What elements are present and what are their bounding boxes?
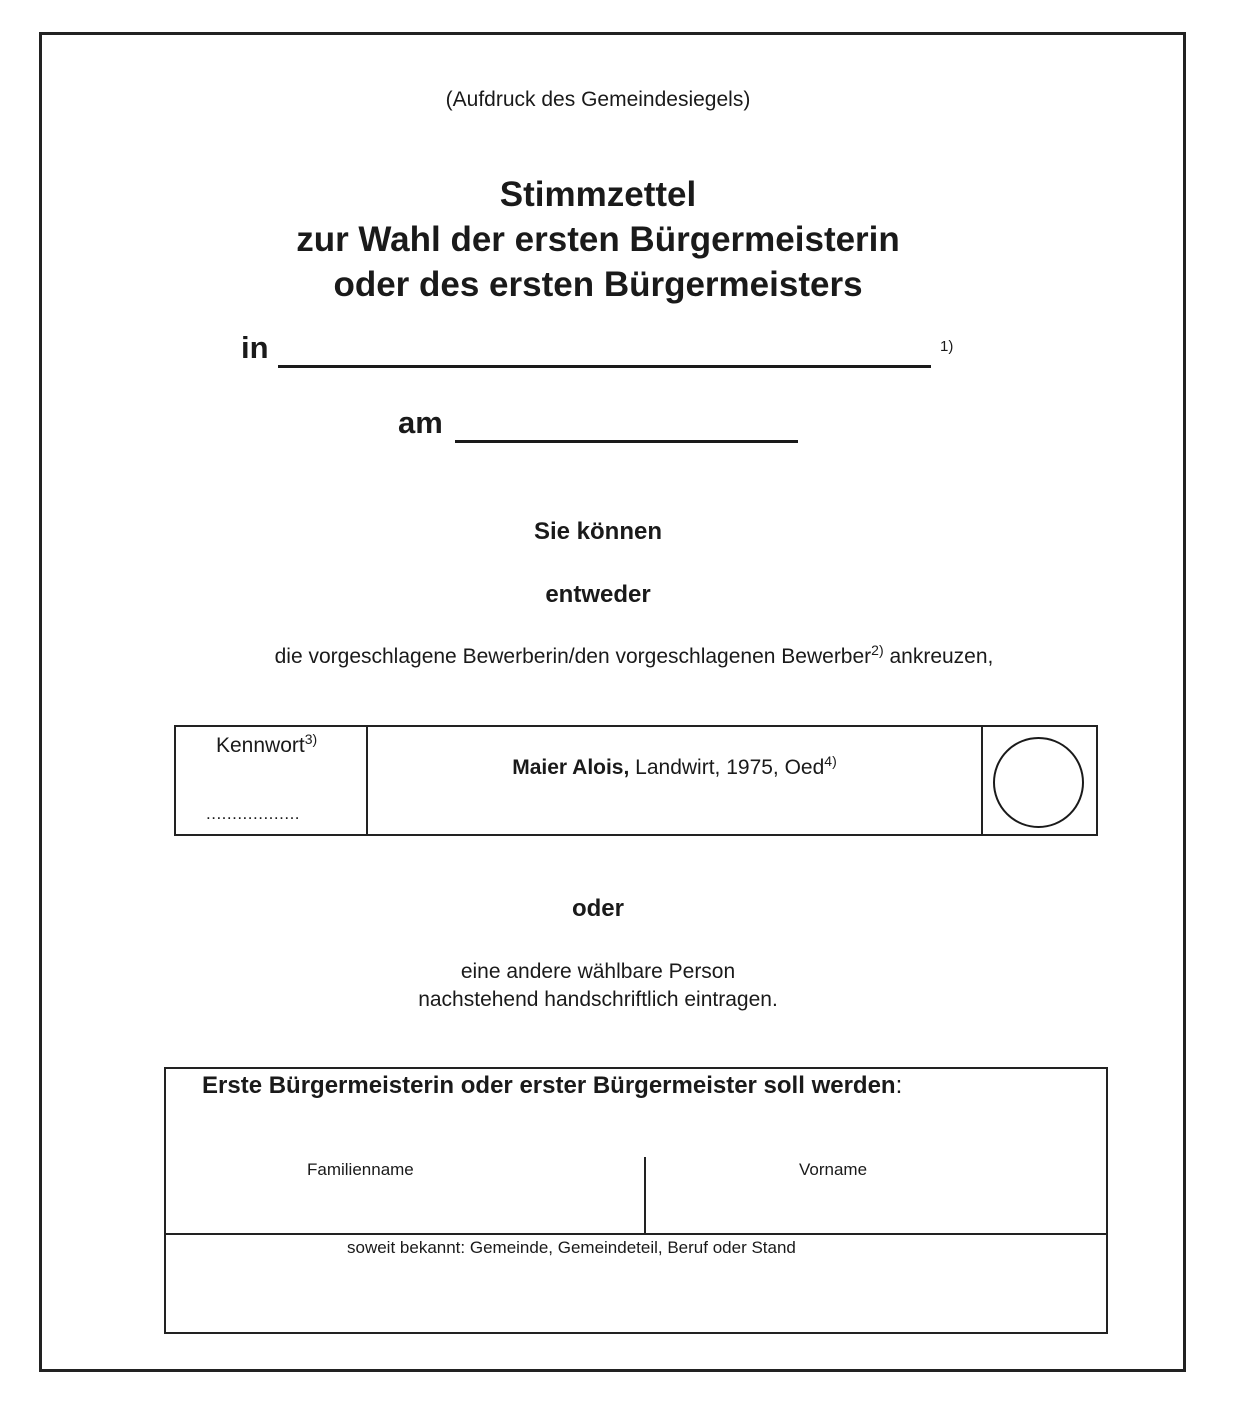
instruction-intro: Sie können [533, 518, 663, 545]
extra-info-label: soweit bekannt: Gemeinde, Gemeindeteil, Beruf oder Stand [347, 1238, 796, 1257]
ballot-title [298, 172, 898, 307]
candidate-name: Maier Alois, [512, 756, 630, 779]
kennwort-label [216, 731, 318, 758]
instruction-or: oder [571, 895, 624, 922]
kennwort-text: Kennwort [216, 734, 305, 757]
instruction-option1 [17, 642, 1234, 669]
instruction-option2 [298, 958, 898, 1014]
instruction-either: entweder [545, 581, 651, 608]
option1-text: die vorgeschlagene Bewerberin/den vorgeschlagenen Bewerber [274, 645, 872, 668]
firstname-label: Vorname [799, 1160, 868, 1179]
seal-note: (Aufdruck des Gemeindesiegels) [445, 88, 751, 111]
title-line-2: zur Wahl der ersten Bürgermeisterin [296, 220, 900, 259]
candidate-divider-right [981, 725, 983, 836]
surname-label: Familienname [307, 1160, 414, 1179]
option2-line-2: nachstehend handschriftlich eintragen. [418, 988, 778, 1011]
kennwort-footnote: 3) [304, 731, 318, 747]
date-label: am [398, 405, 443, 440]
candidate-entry [368, 753, 981, 780]
option1-end: ankreuzen, [889, 645, 994, 668]
title-line-3: oder des ersten Bürgermeisters [333, 265, 863, 304]
title-line-1: Stimmzettel [499, 175, 697, 214]
write-in-heading [202, 1072, 902, 1100]
option2-line-1: eine andere wählbare Person [460, 960, 736, 983]
date-field[interactable] [455, 410, 798, 443]
location-field[interactable] [278, 334, 931, 368]
candidate-details: Landwirt, 1975, Oed [635, 756, 825, 779]
write-in-heading-colon: : [895, 1072, 903, 1099]
candidate-footnote: 4) [824, 753, 837, 769]
location-label: in [241, 330, 269, 365]
option1-footnote: 2) [871, 642, 884, 658]
location-footnote: 1) [940, 338, 954, 355]
firstname-field[interactable] [646, 1100, 1106, 1233]
candidate-divider-left [366, 725, 368, 836]
candidate-vote-circle[interactable] [993, 737, 1084, 828]
kennwort-dots: .................. [206, 804, 301, 823]
write-in-heading-text: Erste Bürgermeisterin oder erster Bürgermeister soll werden [202, 1072, 896, 1099]
